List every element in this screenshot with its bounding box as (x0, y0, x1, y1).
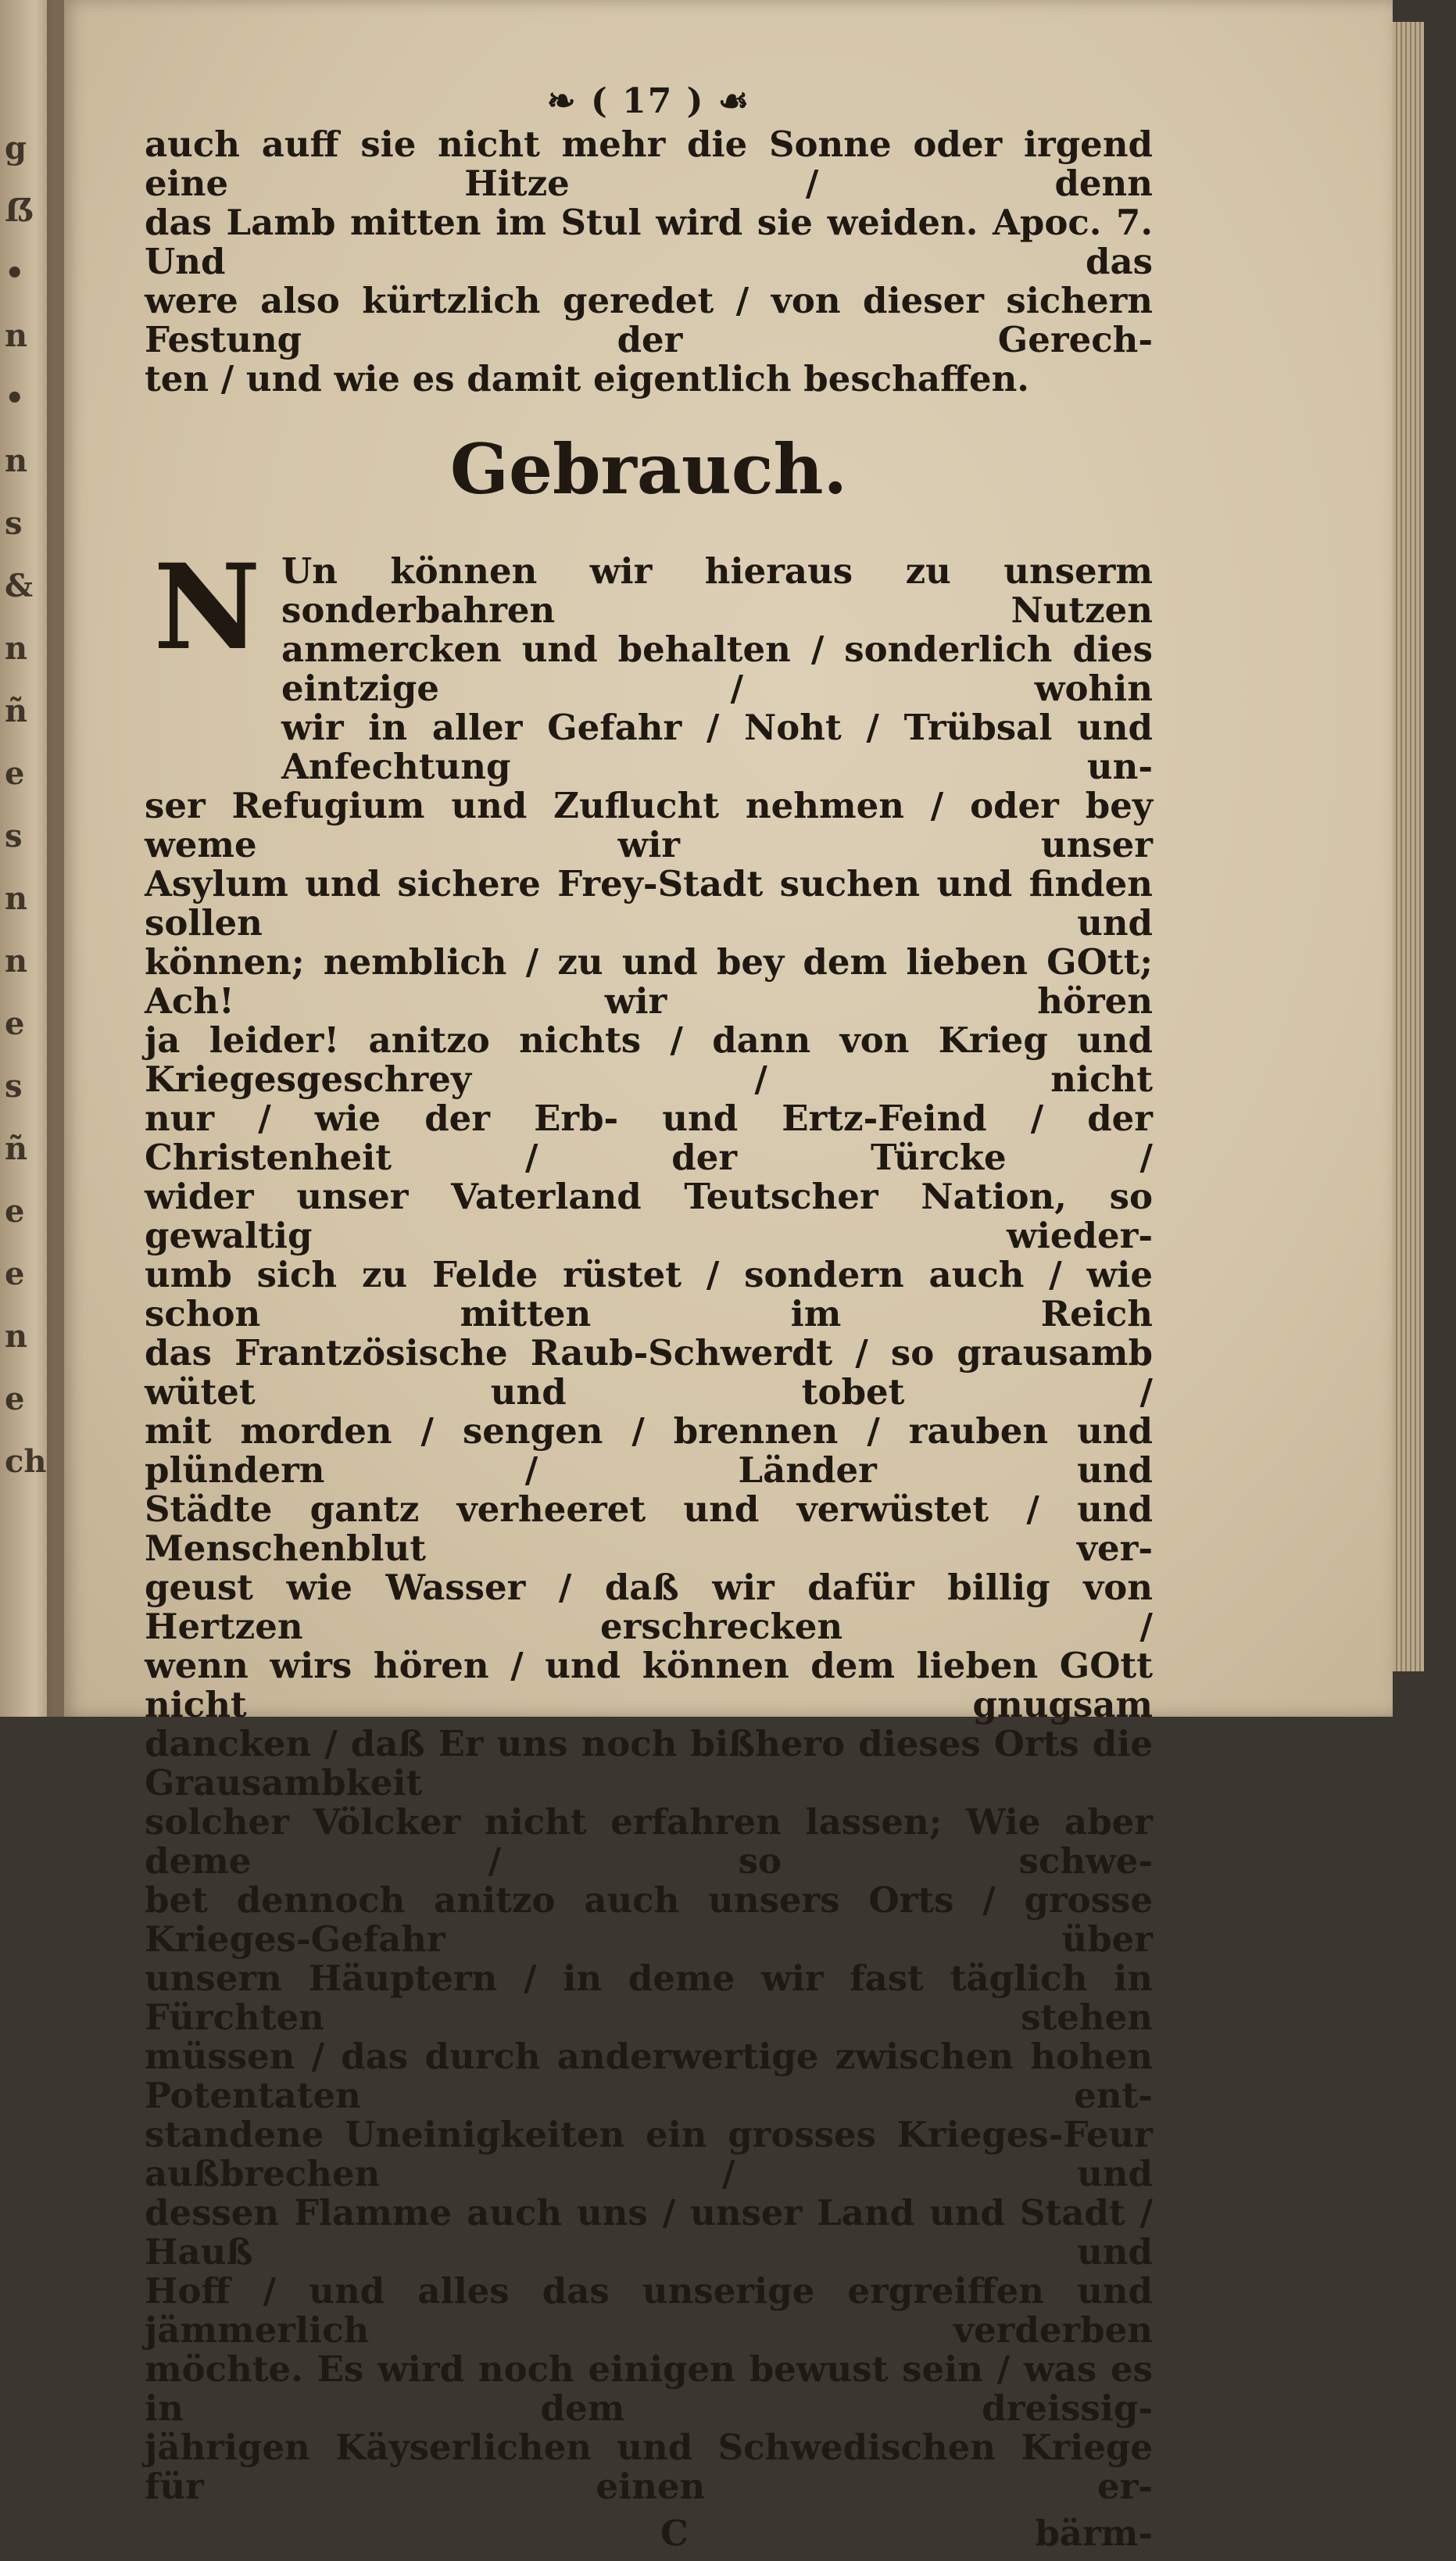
decorated-initial: N (153, 539, 261, 676)
text-line: nur / wie der Erb- und Ertz-Feind / der Christenheit / der Türcke / (145, 1098, 1153, 1178)
facing-page-fragment: e (5, 1005, 25, 1042)
facing-page-fragment: s (5, 505, 23, 542)
facing-page-fragment: g (5, 130, 27, 167)
text-line: können; nemblich / zu und bey dem lieben GOtt; Ach! wir hören (145, 941, 1153, 1022)
facing-page-fragment: • (5, 380, 25, 417)
text-line: anmercken und behalten / sonderlich dies eintzige / wohin (281, 629, 1153, 709)
text-line: jährigen Käyserlichen und Schwedischen Kriege für einen er- (145, 2427, 1153, 2507)
text-line: ten / und wie es damit eigentlich beschaffen. (145, 358, 1029, 399)
text-line: mit morden / sengen / brennen / rauben und plündern / Länder und (145, 1410, 1153, 1491)
text-line: umb sich zu Felde rüstet / sondern auch / wie schon mitten im Reich (145, 1254, 1153, 1334)
section-title: Gebrauch. (449, 428, 848, 510)
facing-page-fragment: s (5, 818, 23, 854)
facing-page-fragments (5, 117, 52, 1493)
text-line: Asylum und sichere Frey-Stadt suchen und finden sollen und (145, 863, 1153, 944)
page-edge-stack (1393, 22, 1424, 1671)
signature-mark: C (660, 2513, 689, 2554)
page-number-header (145, 78, 1153, 125)
text-line: möchte. Es wird noch einigen bewust sein / was es in dem dreissig- (145, 2348, 1153, 2429)
facing-page-fragment: e (5, 1255, 25, 1292)
facing-page-fragment: e (5, 1193, 25, 1230)
facing-page-fragment: ch (5, 1443, 47, 1480)
text-line: bet dennoch anitzo auch unsers Orts / grosse Krieges-Gefahr über (145, 1879, 1153, 1960)
facing-page-fragment: ñ (5, 1130, 28, 1167)
facing-page-fragment: e (5, 1381, 25, 1417)
facing-page-fragment: • (5, 255, 25, 292)
page-text (145, 78, 1153, 2561)
text-line: geust wie Wasser / daß wir dafür billig von Hertzen erschrecken / (145, 1567, 1153, 1647)
text-line: das Lamb mitten im Stul wird sie weiden. Apoc. 7. Und das (145, 202, 1153, 282)
facing-page-fragment: e (5, 755, 25, 792)
text-line: ser Refugium und Zuflucht nehmen / oder bey weme wir unser (145, 785, 1153, 865)
text-line: das Frantzösische Raub-Schwerdt / so grausamb wütet und tobet / (145, 1332, 1153, 1413)
facing-page-fragment: s (5, 1068, 23, 1105)
text-line: auch auff sie nicht mehr die Sonne oder irgend eine Hitze / denn (145, 124, 1153, 204)
main-paragraph (145, 539, 1153, 2507)
facing-page-fragment: n (5, 442, 28, 479)
text-line: wenn wirs hören / und können dem lieben GOtt nicht gnugsam (145, 1645, 1153, 1725)
text-line: standene Uneinigkeiten ein grosses Krieges-Feur außbrechen / und (145, 2114, 1153, 2194)
facing-page-fragment: n (5, 630, 28, 667)
text-line: wir in aller Gefahr / Noht / Trübsal und Anfechtung un- (281, 707, 1153, 787)
text-line: were also kürtzlich geredet / von dieser sichern Festung der Gerech- (145, 280, 1153, 360)
text-line: solcher Völcker nicht erfahren lassen; Wie aber deme / so schwe- (145, 1801, 1153, 1882)
facing-page-fragment: ñ (5, 693, 28, 729)
text-line: Un können wir hieraus zu unserm sonderbahren Nutzen (281, 550, 1153, 631)
text-line: müssen / das durch anderwertige zwischen hohen Potentaten ent- (145, 2036, 1153, 2116)
intro-paragraph (145, 125, 1153, 399)
text-line: dancken / daß Er uns noch bißhero dieses Orts die Grausambkeit (145, 1723, 1153, 1803)
text-line: Städte gantz verheeret und verwüstet / und Menschenblut ver- (145, 1488, 1153, 1569)
facing-page-fragment: ẞ (5, 192, 34, 229)
ornament-right-icon: ☙ (717, 81, 751, 121)
text-line: dessen Flamme auch uns / unser Land und Stadt / Hauß und (145, 2192, 1153, 2273)
page-footer (145, 2506, 1153, 2561)
facing-page-fragment: n (5, 317, 28, 354)
text-line: Hoff / und alles das unserige ergreiffen und jämmerlich verderben (145, 2270, 1153, 2351)
catchword: bärm- (1035, 2513, 1153, 2554)
facing-page-fragment: n (5, 1318, 28, 1355)
text-line: ja leider! anitzo nichts / dann von Krieg und Kriegesgeschrey / nicht (145, 1019, 1153, 1100)
facing-page-fragment: & (5, 568, 34, 604)
facing-page-fragment: n (5, 880, 28, 917)
ornament-left-icon: ❧ (546, 81, 578, 121)
page-number: ( 17 ) (590, 81, 705, 121)
text-line: wider unser Vaterland Teutscher Nation, so gewaltig wieder- (145, 1176, 1153, 1256)
text-line: unsern Häuptern / in deme wir fast täglich in Fürchten stehen (145, 1957, 1153, 2038)
facing-page-fragment: n (5, 943, 28, 980)
